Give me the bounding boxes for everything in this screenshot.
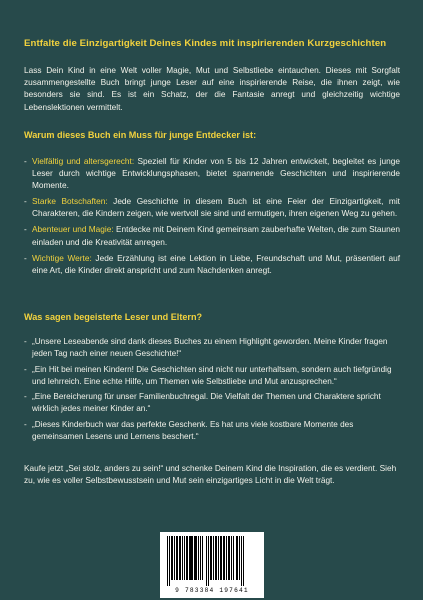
bullet-dash: - [24, 156, 27, 166]
review-item [24, 336, 400, 360]
review-item [24, 419, 400, 443]
reviews-heading: Was sagen begeisterte Leser und Eltern? [24, 312, 203, 322]
feature-text: Jede Geschichte in diesem Buch ist eine Feier der Einzigartigkeit, mit Charakteren, die Kindern zeigen, wie wertvoll sie sind und ermutigen, ihren eigenen Weg zu gehen. [32, 196, 400, 219]
feature-item [24, 252, 400, 276]
review-text: „Unsere Leseabende sind dank dieses Buches zu einem Highlight geworden. Meine Kinder fragen jeden Tag nach einer neuen Geschichte!“ [32, 337, 388, 358]
review-text: „Eine Bereicherung für unser Familienbuchregal. Die Vielfalt der Themen und Charaktere spricht wirklich jedes meiner Kinder an.“ [32, 392, 381, 414]
review-list [24, 336, 400, 446]
feature-lead: Vielfältig und altersgerecht: [32, 156, 135, 166]
headline: Entfalte die Einzigartigkeit Deines Kindes mit inspirierenden Kurzgeschichten [24, 38, 387, 49]
feature-lead: Abenteuer und Magie: [32, 224, 114, 235]
bullet-dash: - [24, 224, 27, 235]
intro-paragraph: Lass Dein Kind in eine Welt voller Magie, Mut und Selbstliebe eintauchen. Dieses mit Sorgfalt zusammengestellte Buch bringt junge Leser auf eine inspirierende Reise, die ihnen zeigt, wie besonders sie sind. Es ist ein Schatz, der die Fantasie anregt und gleichzeitig wichtige Lebenslektionen vermittelt. [24, 65, 400, 112]
isbn-barcode [160, 532, 264, 598]
feature-lead: Wichtige Werte: [32, 252, 92, 263]
feature-item [24, 195, 400, 219]
bullet-dash: - [24, 337, 27, 346]
review-item [24, 391, 400, 415]
review-text: „Dieses Kinderbuch war das perfekte Geschenk. Es hat uns viele kostbare Momente des gemeinsamen Lesens und Lernens beschert.“ [32, 419, 354, 441]
feature-text: Entdecke mit Deinem Kind gemeinsam zauberhafte Welten, die zum Staunen einladen und die Kreativität anregen. [32, 224, 400, 247]
feature-text: Jede Erzählung ist eine Lektion in Liebe, Freundschaft und Mut, präsentiert auf eine Art, die Kinder direkt anspricht und zum Nachdenken anregt. [32, 252, 401, 275]
feature-text: Speziell für Kinder von 5 bis 12 Jahren entwickelt, begleitet es junge Leser durch wichtige Entwicklungsphasen, bietet spannende Geschichten und inspirierende Momente. [32, 156, 400, 191]
bullet-dash: - [24, 419, 27, 429]
why-heading: Warum dieses Buch ein Muss für junge Entdecker ist: [24, 130, 257, 140]
feature-list [24, 155, 400, 280]
isbn-number: 9 783384 197641 [175, 587, 249, 594]
review-text: „Ein Hit bei meinen Kindern! Die Geschichten sind nicht nur unterhaltsam, sondern auch tiefgründig und lehrreich. Eine echte Hilfe, um Themen wie Selbstliebe und Mut anzusprechen.“ [32, 364, 392, 386]
feature-item [24, 155, 400, 191]
bullet-dash: - [24, 196, 27, 207]
barcode-bars-icon [165, 536, 259, 586]
bullet-dash: - [24, 392, 27, 402]
closing-paragraph: Kaufe jetzt „Sei stolz, anders zu sein!“ und schenke Deinem Kind die Inspiration, die es verdient. Sieh zu, wie es voller Selbstbewusstsein und Mut sein einzigartiges Licht in die Welt trägt. [24, 463, 397, 486]
feature-item [24, 223, 400, 247]
feature-lead: Starke Botschaften: [32, 196, 108, 207]
review-item [24, 364, 400, 388]
bullet-dash: - [24, 252, 27, 263]
bullet-dash: - [24, 364, 27, 374]
